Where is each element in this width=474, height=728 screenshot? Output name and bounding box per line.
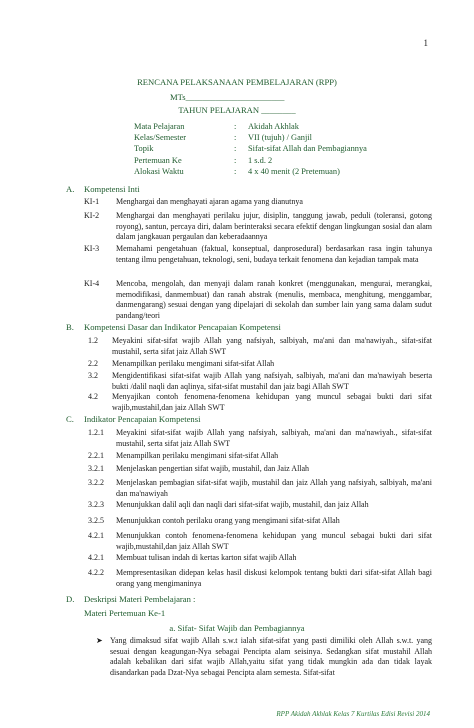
identity-key: Alokasi Waktu [134,166,184,176]
indicator-text: Menunjukkan dalil aqli dan naqli dari sifat-sifat wajib, mustahil, dan jaiz Allah [116,500,369,509]
indicator-code: 3.2.2 [88,478,104,487]
identity-row: Topik : Sifat-sifat Allah dan Pembagiannya [134,144,367,154]
identity-row: Mata Pelajaran : Akidah Akhlak [134,121,368,132]
kd-text: Mengidentifikasi sifat-sifat wajib Allah yang nafsiyah, salbiyah, ma'ani dan ma'nawiyah beserta bukti /dalil naqli dan aqlinya, sifat-sifat mustahil dan jaiz bagi Allah SWT [112,371,432,391]
kd-text: Meyakini sifat-sifat wajib Allah yang nafsiyah, salbiyah, ma'ani dan ma'nawiyah., sifat-sifat mustahil, serta sifat jaiz Allah SWT [112,336,432,356]
materi-paragraph: Yang dimaksud sifat wajib Allah s.w.t ialah sifat-sifat yang pasti dimiliki oleh Allah s.w.t. yang sesuai dengan keagungan-Nya sebagai Pencipta alam seisinya. Sedangkan sifat mustahil Allah adalah kebalikan dari sifat wajib Allah,yaitu sifat yang tidak mungkin ada dan tidak layak disandarkan pada Dzat-Nya sebagai Pencipta alam semesta. Sifat-sifat [110,636,432,677]
indicator-text: Menampilkan perilaku mengimani sifat-sifat Allah [116,451,279,460]
indicator-code: 1.2.1 [88,428,104,437]
indicator-code: 3.2.5 [88,516,104,525]
ki-text: Menghargai dan menghayati perilaku jujur, disiplin, tanggung jawab, peduli (toleransi, gotong royong), santun, percaya diri, dalam berinteraksi secara efektif dengan lingkungan sosial dan alam dalam jangkauan pergaulan dan keberadaannya [116,211,432,242]
indicator-code: 3.2.1 [88,464,104,473]
identity-key: Pertemuan Ke [134,155,182,165]
identity-value: VII (tujuh) / Ganjil [248,133,312,143]
identity-key: Mata Pelajaran [134,122,185,131]
indicator-text: Mempresentasikan didepan kelas hasil diskusi kelompok tentang bukti dari sifat-sifat Allah bagi orang yang mengimaninya [116,568,432,588]
page-footer: RPP Akidah Akhlak Kelas 7 Kurtilas Edisi Revisi 2014 [276,710,430,718]
ki-code: KI-4 [84,279,100,288]
indicator-text: Menjelaskan pengertian sifat wajib, mustahil, dan Jaiz Allah [116,464,310,473]
kd-text: Menampilkan perilaku mengimani sifat-sifat Allah [112,359,275,368]
indicator-text: Membuat tulisan indah di kertas karton sifat wajib Allah [116,553,297,562]
indicator-code: 4.2.1 [88,531,104,540]
identity-key: Kelas/Semester [134,133,187,143]
kd-code: 1.2 [88,336,98,345]
indicator-text: Menjelaskan pembagian sifat-sifat wajib, mustahil dan jaiz Allah yang nafsiyah, salbiyah, ma'ani dan ma'nawiyah [116,478,432,498]
identity-key: Topik [134,144,154,154]
indicator-code: 2.2.1 [88,451,104,460]
materi-subtitle: a. Sifat- Sifat Wajib dan Pembagiannya [169,623,305,633]
identity-row: Kelas/Semester : VII (tujuh) / Ganjil [134,132,368,143]
kd-code: 2.2 [88,359,98,368]
identity-value: Sifat-sifat Allah dan Pembagiannya [248,144,367,154]
identity-value: 1 s.d. 2 [248,155,273,165]
mts-line: MTs_______________________ [170,92,285,102]
indicator-text: Menunjukkan contoh perilaku orang yang mengimani sifat-sifat Allah [116,516,340,525]
document-title: RENCANA PELAKSANAAN PEMBELAJARAN (RPP) [137,77,337,87]
academic-year-line: TAHUN PELAJARAN ________ [178,105,296,115]
section-c-heading: C. Indikator Pencapaian Kompetensi [66,414,201,424]
identity-row: Alokasi Waktu : 4 x 40 menit (2 Pretemuan) [134,166,368,177]
indicator-text: Menunjukkan contoh fenomena-fenomena kehidupan yang muncul sebagai bukti dari sifat wajib,mustahil,dan jaiz Allah SWT [116,531,432,551]
ki-text: Menghargai dan menghayati ajaran agama yang dianutnya [116,197,303,206]
materi-heading: Materi Pertemuan Ke-1 [84,608,166,618]
identity-table [134,121,368,177]
kd-code: 3.2 [88,371,98,380]
ki-code: KI-1 [84,197,100,206]
section-a-heading: A. Kompetensi Inti [66,184,140,194]
identity-value: 4 x 40 menit (2 Pretemuan) [248,166,340,176]
identity-value: Akidah Akhlak [248,122,299,131]
bullet-icon: ➤ [96,636,103,645]
kd-code: 4.2 [88,392,98,401]
ki-code: KI-3 [84,244,100,253]
page-number: 1 [423,38,428,48]
indicator-code: 4.2.1 [88,553,104,562]
ki-code: KI-2 [84,211,100,220]
ki-text: Memahami pengetahuan (faktual, konseptual, danprosedural) berdasarkan rasa ingin tahunya tentang ilmu pengetahuan, teknologi, seni, budaya terkait fenomena dan kejadian tampak mata [116,244,432,264]
ki-text: Mencoba, mengolah, dan menyaji dalam ranah konkret (menggunakan, mengurai, merangkai, memodifikasi, danmembuat) dan ranah abstrak (menulis, membaca, menghitung, menggambar, danmengarang) sesuai dengan yang dipelajari di sekolah dan sumber lain yang sama dalam sudut pandang/teori [116,279,432,320]
section-b-heading: B. Kompetensi Dasar dan Indikator Pencapaian Kompetensi [66,322,281,332]
section-d-heading: D. Deskripsi Materi Pembelajaran : [66,594,196,604]
indicator-code: 4.2.2 [88,568,104,577]
indicator-code: 3.2.3 [88,500,104,509]
identity-row: Pertemuan Ke : 1 s.d. 2 [134,155,368,166]
indicator-text: Meyakini sifat-sifat wajib Allah yang nafsiyah, salbiyah, ma'ani dan ma'nawiyah., sifat-sifat mustahil, serta sifat jaiz Allah SWT [116,428,432,448]
kd-text: Menyajikan contoh fenomena-fenomena kehidupan yang muncul sebagai bukti dari sifat wajib,mustahil,dan jaiz Allah SWT [112,392,432,412]
